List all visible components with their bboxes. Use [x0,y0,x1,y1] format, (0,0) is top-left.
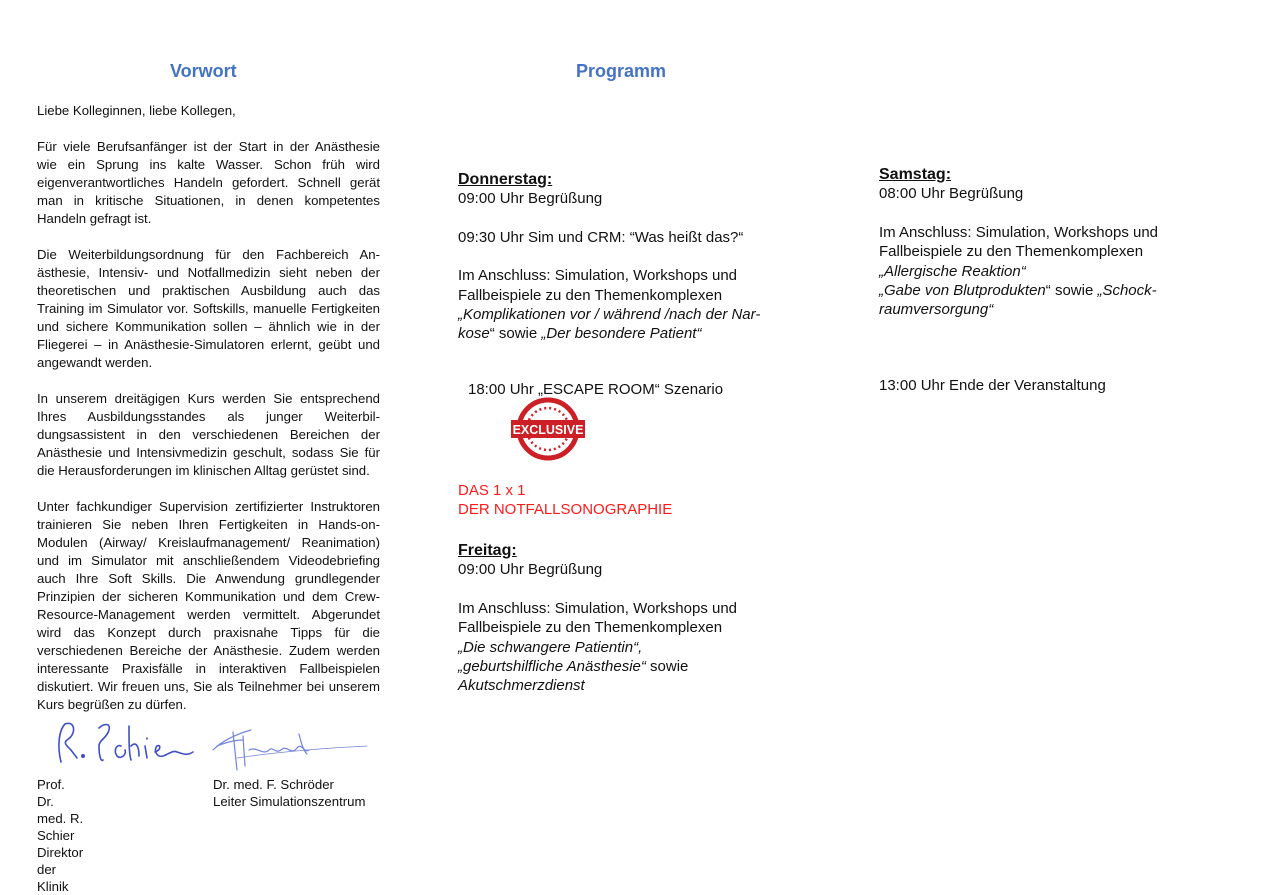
paragraph: In unserem dreitägigen Kurs werden Sie entsprechend Ihres Ausbildungsstandes als junger Weiterbildungsassistent in den verschiedenen Bereichen der Anästhesie und Intensivmedizin geschult, sodass Sie für die Herausforderungen im klinischen Alltag gerüstet sind. [37,391,380,478]
intro-line: Im Anschluss: Simulation, Workshops und [458,599,738,617]
intro-line: Fallbeispiele zu den Themenkomplexen [458,286,723,304]
signatory [213,776,365,810]
escape-room-item: 18:00 Uhr „ESCAPE ROOM“ Szenario [468,381,724,398]
paragraph: Unter fachkundiger Supervision zertifizierter Instruktoren trainieren Sie neben Ihren Fertigkeiten in Hands-on-Modulen (Airway/ Kreislaufmanagement/ Reanimation) und im Simulator mit anschließendem Videodebriefing auch Ihre Soft Skills. Die Anwendung grundlegender Prinzipien der sicheren Kommunikation und dem Crew-Resource-Management werden vermittelt. Abgerundet wird das Konzept durch praxisnahe Tipps für die verschiedenen Bereiche der Anästhesie. Zudem werden interessante Praxisfälle in interaktiven Fallbeispielen diskutiert. Wir freuen uns, Sie als Teilnehmer bei unserem Kurs begrüßen zu dürfen. [37,499,380,712]
stamp-label: EXCLUSIVE [512,423,584,437]
paragraph: Für viele Berufsanfänger ist der Start in der Anästhesie wie ein Sprung ins kalte Wasser. Schon früh wird eigenverantwortliches Handeln gefordert. Schnell gerät man in kritische Situationen, in denen kompetentes Handeln gefragt ist. [37,139,380,226]
signatory-name: Prof. Dr. med. R. Schier [37,777,84,843]
topic: „Die schwangere Patientin“, [458,638,643,656]
connector: sowie [645,658,689,676]
day-title: Samstag: [879,166,952,183]
schedule-item: 08:00 Uhr Begrüßung [879,185,1024,203]
schedule-item: 09:00 Uhr Begrüßung [458,561,603,579]
connector: “ sowie [489,325,542,343]
topic: „Allergische Reaktion“ [879,262,1026,280]
day-thursday [458,170,818,344]
intro-line: Im Anschluss: Simulation, Workshops und [879,223,1159,241]
notfallsonographie-highlight [458,481,672,519]
topic: „Komplikationen vor / während /nach der Nar- [458,306,761,324]
exclusive-stamp-icon [508,397,588,461]
day-title: Freitag: [458,542,517,559]
topic: raumversorgung“ [879,301,994,319]
signature-schroeder-icon [213,730,367,770]
greeting: Liebe Kolleginnen, liebe Kollegen, [37,103,236,118]
topic: „Der besondere Patient“ [541,325,702,343]
signatures [37,716,387,774]
topic: „Gabe von Blutprodukten [879,282,1046,300]
signatory-role: Direktor der Klinik [37,845,84,894]
topic: Akutschmerzdienst [458,677,585,695]
highlight-line: DER NOTFALLSONOGRAPHIE [458,501,673,518]
topic: „Schock- [1097,282,1157,300]
schedule-item: 09:30 Uhr Sim und CRM: “Was heißt das?“ [458,228,744,246]
schedule-item: 09:00 Uhr Begrüßung [458,190,603,208]
paragraph: Die Weiterbildungsordnung für den Fachbereich Anästhesie, Intensiv- und Notfallmedizin sieht neben der theoretischen und praktischen Ausbildung auch das Training im Simulator vor. Softskills, manuelle Fertigkeiten und sichere Kommunikation sollen – ähnlich wie in der Fliegerei – in Anästhesie-Simulatoren erlernt, geübt und angewandt werden. [37,247,380,370]
day-saturday [879,165,1209,395]
intro-line: Fallbeispiele zu den Themenkomplexen [458,619,723,637]
vorwort-text [37,102,380,732]
connector: “ sowie [1045,282,1098,300]
topic: kose [458,325,490,343]
schedule-item-end: 13:00 Uhr Ende der Veranstaltung [879,376,1106,394]
day-friday [458,541,818,696]
topic: „geburtshilfliche Anästhesie“ [458,658,646,676]
vorwort-heading: Vorwort [170,61,237,81]
intro-line: Fallbeispiele zu den Themenkomplexen [879,243,1144,261]
day-title: Donnerstag: [458,171,553,188]
programm-heading: Programm [576,61,667,81]
highlight-line: DAS 1 x 1 [458,482,526,499]
signatory [37,776,83,895]
intro-line: Im Anschluss: Simulation, Workshops und [458,267,738,285]
signatory-role: Leiter Simulationszentrum [213,794,366,809]
signatory-name: Dr. med. F. Schröder [213,777,334,792]
signature-schier-icon [59,723,193,762]
